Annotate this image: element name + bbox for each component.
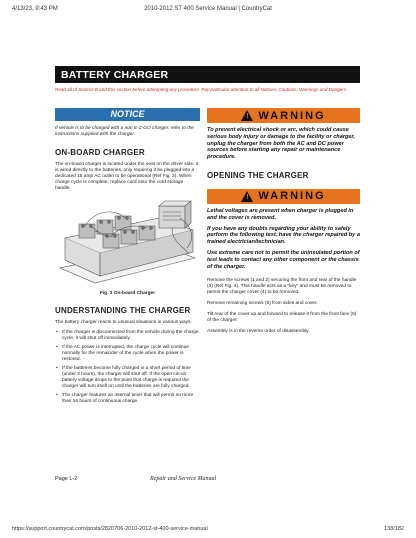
figure-caption: Fig. 3 On-board Charger xyxy=(99,291,156,296)
notice-text: If vehicle is to be charged with a non E-Z-GO charger, refer to the instructions supplied with the charger. xyxy=(55,126,194,137)
list-item: • If the AC power is interrupted, the charge cycle will continue normally for the remainder of the cycle when the power is restored. xyxy=(55,345,200,363)
warning-banner-2 xyxy=(207,189,360,204)
opening-charger-heading: OPENING THE CHARGER xyxy=(207,170,309,180)
print-page-title: 2010-2012 ST 400 Service Manual | CountryCat xyxy=(144,6,272,12)
print-url: https://support.countrycat.com/posts/2820706-2010-2012-st-400-service-manual xyxy=(12,526,208,532)
notice-banner: NOTICE xyxy=(55,108,200,121)
page-footer xyxy=(55,476,360,486)
page-number: Page L-2 xyxy=(55,476,78,482)
opening-step-3: Tilt rear of the cover up and forward to release it from the front face (6) of the charger. xyxy=(207,312,357,324)
opening-step-4: Assembly is in the reverse order of disassembly. xyxy=(207,329,310,335)
opening-step-1: Remove the screws (1 and 2) securing the front and rear of the handle (3) (Ref Fig. 4). This handle acts as a "key" and must be removed to permit the charger cover (4) to be removed. xyxy=(207,278,357,296)
warning-triangle-icon: ! xyxy=(241,110,253,121)
warning-banner xyxy=(207,108,360,123)
warning-triangle-icon: ! xyxy=(241,191,253,202)
manual-page xyxy=(55,66,360,486)
section-title-bar: BATTERY CHARGER xyxy=(55,66,360,83)
warning-label: WARNING xyxy=(258,109,326,122)
understanding-list xyxy=(55,330,200,405)
left-column xyxy=(55,108,200,405)
understanding-intro: The battery charger reacts to unusual situations in various ways. xyxy=(55,320,192,325)
opening-step-2: Remove remaining screws (5) from sides and cover. xyxy=(207,301,318,307)
understanding-heading: UNDERSTANDING THE CHARGER xyxy=(55,306,191,315)
warning-doubts: If you have any doubts regarding your ability to safely perform the following test, have the charger repaired by a trained electrician/technician. xyxy=(207,225,360,246)
list-item: • The charger features an internal timer that will permit no more than 16 hours of continuous charge. xyxy=(55,393,200,405)
warning-text: To prevent electrical shock or arc, which could cause serious body injury or damage to the facility or charger, unplug the charger from both the AC and DC power sources before starting any repair or maintenance procedure. xyxy=(207,127,355,161)
print-timestamp: 4/13/23, 9:43 PM xyxy=(12,6,58,12)
onboard-charger-heading: ON-BOARD CHARGER xyxy=(55,148,145,157)
print-page-count: 138/182 xyxy=(384,526,404,532)
right-column xyxy=(207,108,360,335)
list-item: • If the batteries become fully charged in a short period of time (under 2 hours), the charger will shut off. If the open circuit battery voltage drops to the point that charge is required the charger will turn itself on until the batteries are fully charged. xyxy=(55,366,200,390)
manual-title: Repair and Service Manual xyxy=(150,476,217,482)
warning-label-2: WARNING xyxy=(258,190,326,203)
onboard-charger-body: The on-board charger is located under the seat on the driver side. It is wired directly to the batteries, only requiring it be plugged into a dedicated 15 amp AC outlet to be operational (Ref Fig. 3). When charge cycle is complete, replace cord onto the cord storage handle. xyxy=(55,162,199,191)
onboard-charger-illustration xyxy=(55,198,200,288)
warning-extreme-care: Use extreme care not to permit the uninsulated portion of test leads to contact any other component or the chassis of the charger. xyxy=(207,249,360,270)
list-item: • If the charger is disconnected from the vehicle during the charge cycle, it will shut off immediately. xyxy=(55,330,200,342)
read-all-note: Read all of Section B and this section before attempting any procedure. Pay particular attention to all Notices, Cautions, Warnings and Dangers xyxy=(55,87,347,92)
onboard-charger-figure xyxy=(55,198,200,288)
warning-lethal-voltage: Lethal voltages are present when charger is plugged in and the cover is removed. xyxy=(207,207,354,221)
